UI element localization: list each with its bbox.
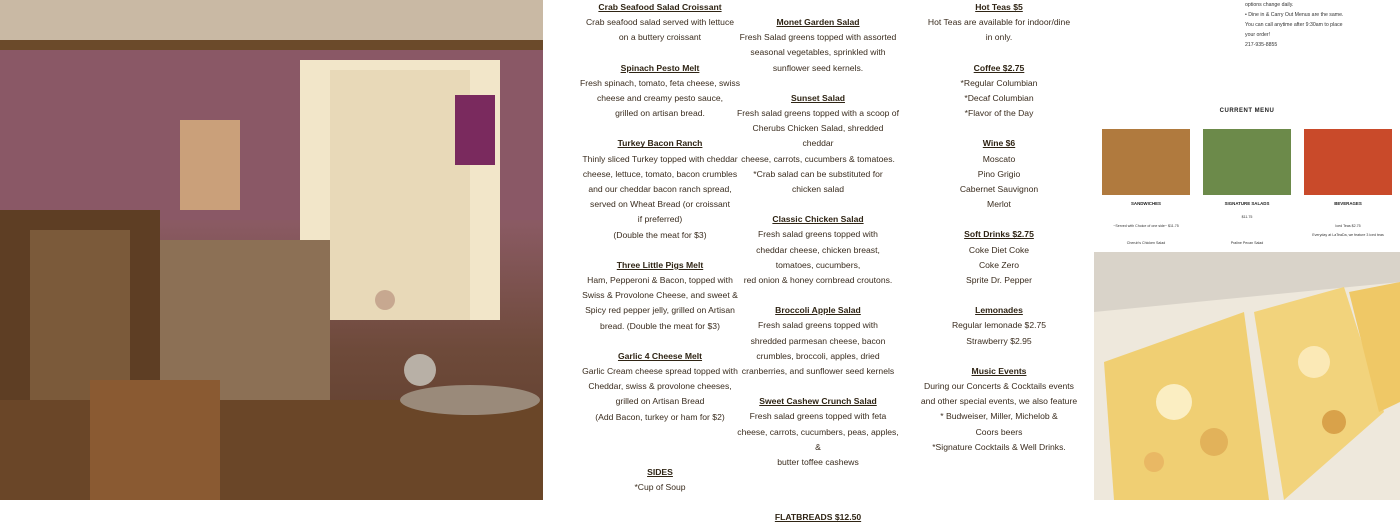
- col2-item-line: Fresh salad greens topped with feta: [749, 411, 887, 422]
- current-menu-heading: CURRENT MENU: [1219, 108, 1275, 114]
- col1-item-title: Turkey Bacon Ranch: [617, 138, 703, 149]
- col2-item-title: Classic Chicken Salad: [772, 214, 864, 225]
- thumb-caption-1: SIGNATURE SALADS: [1224, 201, 1270, 206]
- thumb-link-1: Praline Pecan Salad: [1230, 241, 1264, 245]
- col1-item-line: and our cheddar bacon ranch spread,: [588, 184, 732, 195]
- thumb-link-0: Cherub's Chicken Salad: [1126, 241, 1166, 245]
- col1-item-line: served on Wheat Bread (or croissant: [590, 199, 730, 210]
- col1-item-line: cheese, lettuce, tomato, bacon crumbles: [582, 168, 738, 179]
- col1-item-line: Spicy red pepper jelly, grilled on Artisan: [585, 305, 735, 316]
- col3-item-line: Strawberry $2.95: [966, 335, 1032, 346]
- note-line: You can call anytime after 9:30am to place: [1245, 22, 1343, 28]
- col2-item-line: chicken salad: [791, 184, 845, 195]
- col3-item-line: Regular lemonade $2.75: [951, 320, 1047, 331]
- col3-item-line: Sprite Dr. Pepper: [966, 275, 1032, 286]
- flatbread-photo: [1094, 252, 1400, 500]
- note-line: your order!: [1245, 32, 1271, 38]
- menu-column-sandwiches: [560, 0, 760, 495]
- flatbread-art: [1094, 252, 1400, 500]
- col3-item-title: Hot Teas $5: [975, 2, 1023, 12]
- col1-item-line: (Add Bacon, turkey or ham for $2): [595, 411, 725, 422]
- col2-item-line: cranberries, and sunflower seed kernels: [741, 366, 895, 377]
- thumb-caption-0: SANDWICHES: [1130, 201, 1161, 206]
- col1-item-line: if preferred): [637, 214, 683, 225]
- col2-item-line: crumbles, broccoli, apples, dried: [756, 350, 880, 361]
- col3-item-line: During our Concerts & Cocktails events: [924, 381, 1074, 392]
- col2-item-line: seasonal vegetables, sprinkled with: [750, 47, 886, 58]
- note-line: • Dine in & Carry Out Menus are the same.: [1245, 12, 1344, 18]
- menu-column-salads: [737, 15, 899, 525]
- col1-item-title: Spinach Pesto Melt: [620, 62, 700, 73]
- col1-item-line: Cheddar, swiss & provolone cheeses,: [588, 381, 732, 392]
- col3-item-line: *Regular Columbian: [960, 77, 1038, 88]
- col2-item-line: cheese, carrots, cucumbers & tomatoes.: [741, 153, 895, 164]
- col2-item-line: butter toffee cashews: [777, 457, 859, 468]
- col1-item-line: Thinly sliced Turkey topped with cheddar: [582, 153, 738, 164]
- col2-item-line: Cherubs Chicken Salad, shredded cheddar: [752, 123, 884, 149]
- col1-item-title: Garlic 4 Cheese Melt: [617, 350, 703, 361]
- col2-item-line: tomatoes, cucumbers,: [775, 259, 861, 270]
- col3-item-line: Coors beers: [975, 426, 1023, 437]
- col2-item-line: Fresh Salad greens topped with assorted: [739, 32, 897, 43]
- col3-item-line: in only.: [985, 32, 1013, 43]
- col1-item-line: bread. (Double the meat for $3): [600, 320, 720, 331]
- col2-item-line: *Crab salad can be substituted for: [753, 168, 883, 179]
- col1-item-line: Swiss & Provolone Cheese, and sweet &: [582, 290, 738, 301]
- col3-item-line: Coke Zero: [978, 259, 1020, 270]
- col3-item-title: Lemonades: [975, 305, 1023, 316]
- col2-item-title: Sweet Cashew Crunch Salad: [759, 396, 877, 407]
- thumb-sub-2: Iced Teas $2.75: [1335, 224, 1361, 228]
- col1-item-line: on a buttery croissant: [618, 32, 702, 43]
- col3-item-line: and other special events, we also feature: [920, 396, 1078, 407]
- col2-item-line: cheddar cheese, chicken breast,: [756, 244, 880, 255]
- col2-item-line: Fresh salad greens topped with a scoop of: [737, 108, 899, 119]
- col3-item-title: Coffee $2.75: [973, 62, 1025, 73]
- col2-item-line: red onion & honey cornbread croutons.: [743, 275, 893, 286]
- col1-item-line: Ham, Pepperoni & Bacon, topped with: [587, 275, 733, 286]
- col1-item-line: grilled on Artisan Bread: [615, 396, 705, 407]
- col3-item-line: Moscato: [982, 153, 1016, 164]
- col1-item-line: grilled on artisan bread.: [615, 108, 705, 119]
- col2-item-title: FLATBREADS $12.50: [774, 512, 862, 523]
- col1-item-line: Garlic Cream cheese spread topped with: [582, 366, 738, 377]
- col3-item-line: *Decaf Columbian: [964, 93, 1034, 104]
- col2-item-line: Fresh salad greens topped with: [758, 229, 878, 240]
- col3-item-line: Coke Diet Coke: [968, 244, 1030, 255]
- col2-item-title: Monet Garden Salad: [776, 17, 860, 27]
- col2-item-line: sunflower seed kernels.: [772, 62, 864, 73]
- col1-item-line: Crab seafood salad served with lettuce: [585, 17, 735, 28]
- menu-column-drinks: [918, 0, 1080, 455]
- col1-item-title: Crab Seafood Salad Croissant: [598, 2, 722, 12]
- col1-item-title: Three Little Pigs Melt: [616, 259, 704, 270]
- col3-item-line: Cabernet Sauvignon: [959, 184, 1039, 195]
- col2-item-title: Broccoli Apple Salad: [775, 305, 861, 316]
- thumb-sub-0: ~Served with Choice of one side~ $11.75: [1113, 224, 1179, 228]
- col1-item-line: (Double the meat for $3): [613, 229, 707, 240]
- col1-item-title: SIDES: [647, 466, 673, 477]
- col3-item-title: Wine $6: [982, 138, 1016, 149]
- restaurant-interior-photo: [0, 0, 543, 500]
- col2-item-line: cheese, carrots, cucumbers, peas, apples, &: [737, 426, 899, 452]
- thumb-caption-2: BEVERAGES: [1334, 201, 1362, 206]
- col3-item-line: * Budweiser, Miller, Michelob &: [940, 411, 1058, 422]
- sandwich-thumbnail: [1102, 129, 1190, 195]
- col3-item-line: Hot Teas are available for indoor/dine: [927, 17, 1071, 28]
- col2-item-line: Fresh salad greens topped with: [758, 320, 878, 331]
- ordering-notes: [1245, 0, 1400, 50]
- col1-item-line: Fresh spinach, tomato, feta cheese, swiss: [579, 77, 740, 88]
- col2-item-title: Sunset Salad: [791, 92, 845, 103]
- thumb-sub-1: $11.75: [1241, 215, 1253, 219]
- col1-item-line: *Cup of Soup: [634, 482, 686, 493]
- col3-item-line: Pino Grigio: [977, 168, 1021, 179]
- col2-item-line: shredded parmesan cheese, bacon: [750, 335, 886, 346]
- col3-item-line: Merlot: [987, 199, 1011, 210]
- col3-item-title: Soft Drinks $2.75: [964, 229, 1034, 240]
- salads-thumbnail: [1203, 129, 1291, 195]
- beverages-thumbnail: [1304, 129, 1392, 195]
- col3-item-title: Music Events: [971, 365, 1027, 376]
- note-line: options change daily.: [1245, 2, 1294, 8]
- note-line: 217-935-8855: [1245, 42, 1278, 48]
- thumb-note-2: Everyday at LaTeaDa, we feature 3 iced teas: [1312, 233, 1384, 237]
- col3-item-line: *Flavor of the Day: [964, 108, 1034, 119]
- col3-item-line: *Signature Cocktails & Well Drinks.: [932, 441, 1066, 452]
- photo-art: [0, 0, 543, 500]
- col1-item-line: cheese and creamy pesto sauce,: [596, 93, 724, 104]
